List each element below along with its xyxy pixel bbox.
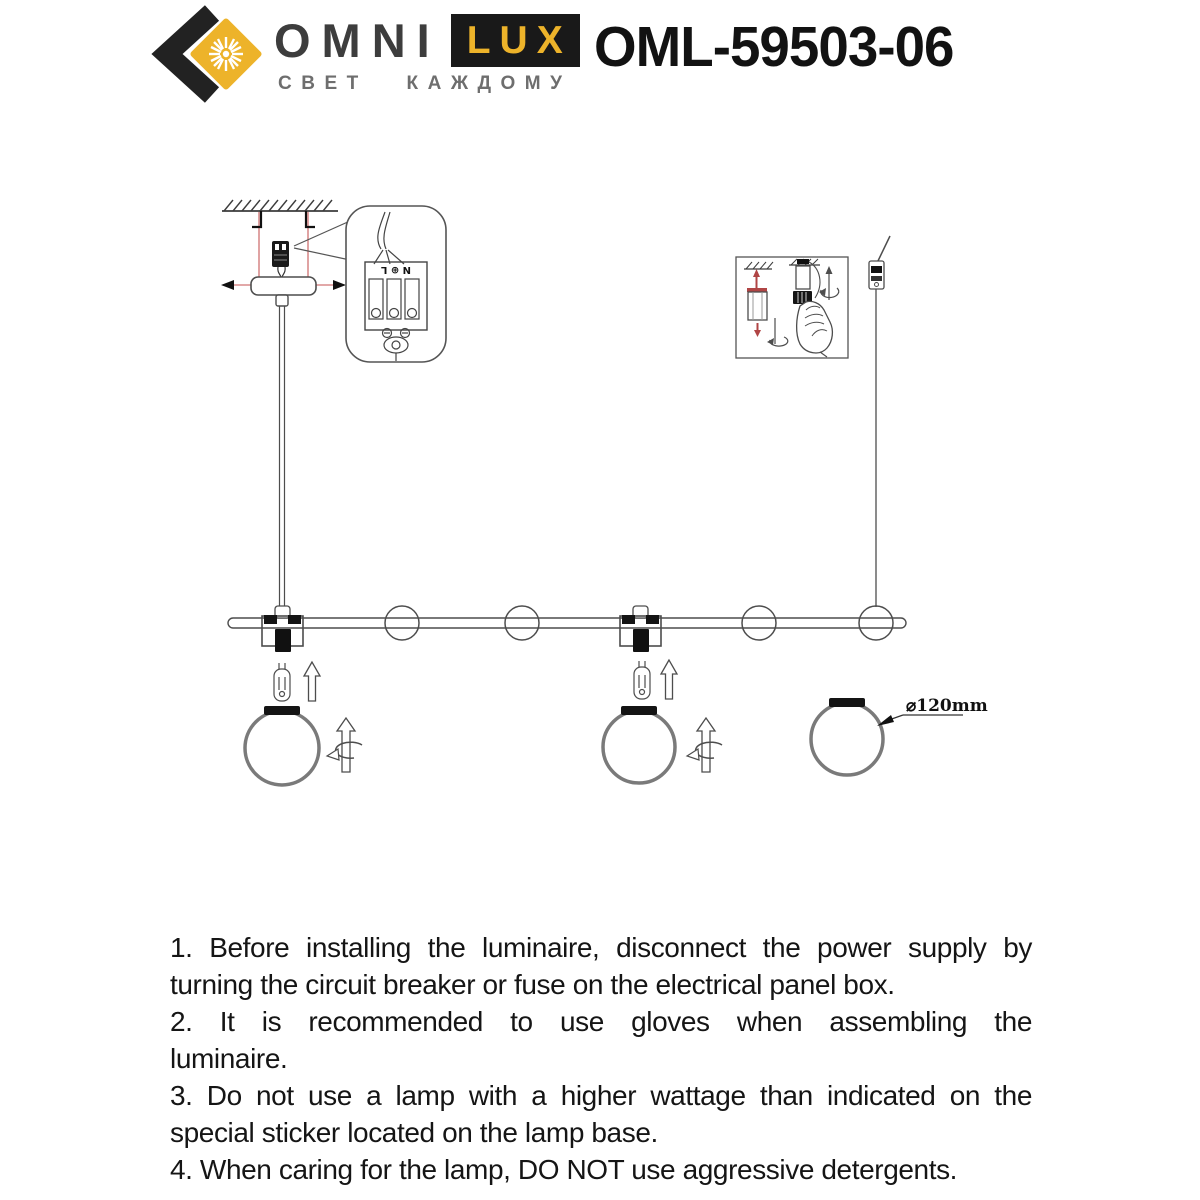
- bar-clamp-middle: [620, 606, 661, 652]
- model-number: OML-59503-06: [594, 15, 954, 79]
- twist-arrow-icon: [327, 718, 362, 772]
- sphere-cap: [829, 698, 865, 707]
- adjuster-inset: [736, 257, 848, 358]
- instruction-line: turning the circuit breaker or fuse on the electrical panel box.: [170, 969, 895, 1000]
- diameter-leader: [877, 715, 963, 726]
- sphere-cap: [621, 706, 657, 715]
- inset-cylinder: [748, 292, 767, 320]
- fixture-bar: [228, 618, 906, 628]
- brand-lux: LUX: [451, 14, 580, 67]
- instruction-line: luminaire.: [170, 1043, 288, 1074]
- instruction-line: 2. It is recommended to use gloves when assembling the: [170, 1006, 1032, 1037]
- terminal-label: N ⊕ L: [380, 264, 412, 275]
- bar-clamp-left: [262, 606, 303, 652]
- brand-tagline: СВЕТ КАЖДОМУ: [278, 73, 572, 94]
- sphere-cap: [264, 706, 300, 715]
- wiring-detail-bubble: [346, 206, 446, 362]
- instructions: [170, 929, 1032, 1188]
- instruction-line: 1. Before installing the luminaire, disconnect the power supply by: [170, 932, 1032, 963]
- bulb-icon: [634, 661, 650, 699]
- diameter-label: ⌀120mm: [906, 696, 988, 716]
- cable-adjuster: [869, 236, 890, 289]
- detail-bubble-leader: [294, 221, 350, 260]
- glass-sphere: [811, 698, 883, 775]
- ceiling-hooks: [252, 211, 315, 227]
- brand-omni: OMNI: [274, 14, 441, 67]
- instruction-line: special sticker located on the lamp base.: [170, 1117, 658, 1148]
- ceiling-hatch: [222, 200, 338, 211]
- terminal-block: [272, 241, 289, 277]
- insert-arrow-icon: [661, 660, 677, 699]
- glass-sphere: [245, 706, 319, 785]
- insert-arrow-icon: [304, 662, 320, 701]
- instruction-line: 4. When caring for the lamp, DO NOT use aggressive detergents.: [170, 1154, 958, 1185]
- glass-sphere: [603, 706, 675, 783]
- ceiling-canopy: [251, 277, 316, 306]
- instruction-line: 3. Do not use a lamp with a higher wattage than indicated on the: [170, 1080, 1032, 1111]
- bulb-icon: [274, 663, 290, 701]
- twist-arrow-icon: [687, 718, 722, 772]
- suspension-rod: [280, 306, 285, 607]
